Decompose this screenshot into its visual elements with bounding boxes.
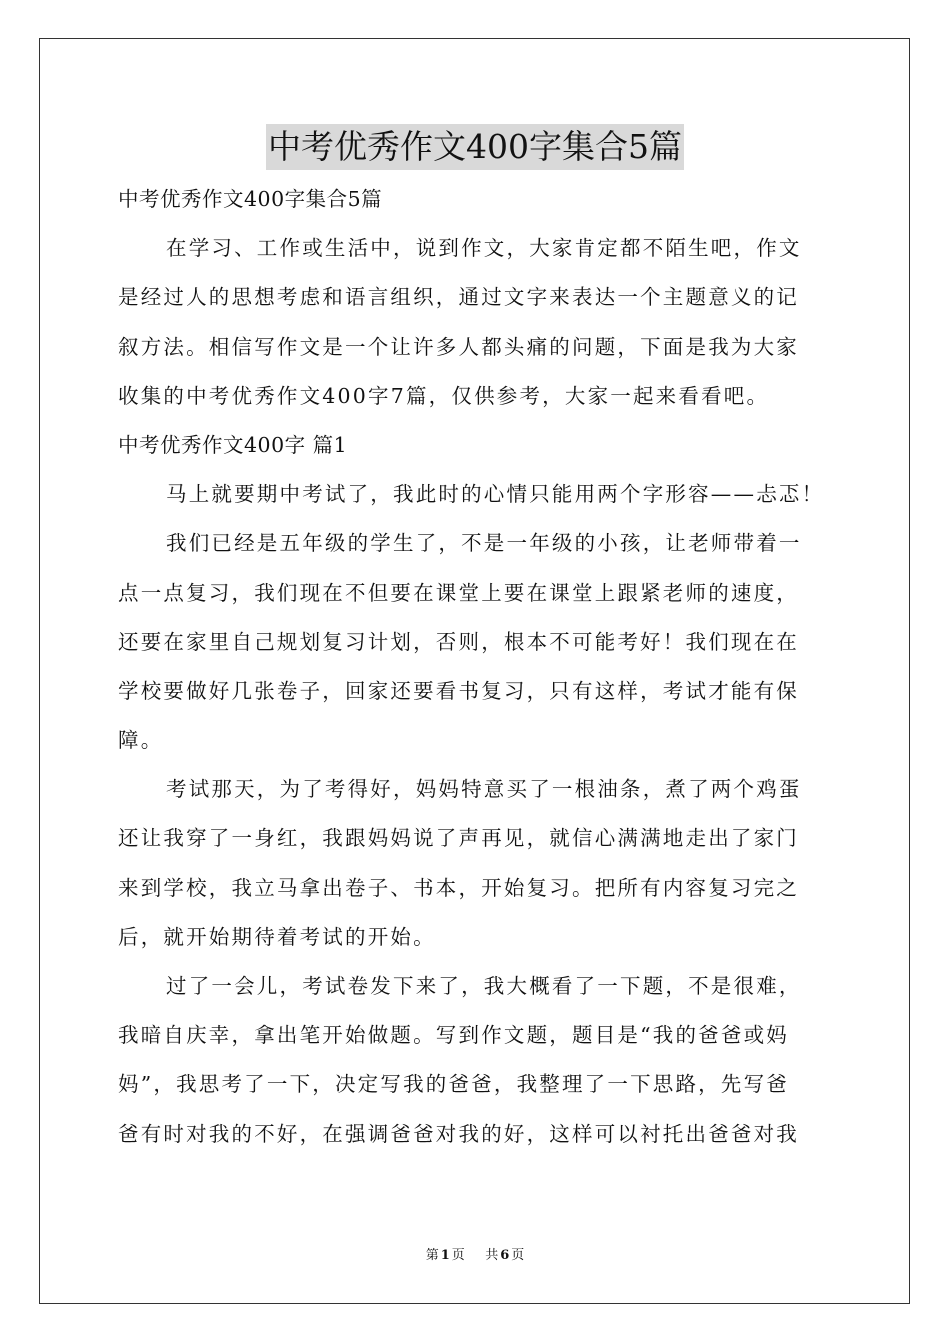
text-line: 叙方法。相信写作文是一个让许多人都头痛的问题，下面是我为大家	[118, 334, 799, 359]
page-prefix: 第	[425, 1248, 439, 1263]
page-number: 1	[440, 1248, 450, 1263]
text-line: 收集的中考优秀作文400字7篇，仅供参考，大家一起来看看吧。	[118, 383, 770, 408]
text-line: 还让我穿了一身红，我跟妈妈说了声再见，就信心满满地走出了家门	[118, 826, 799, 851]
text-line: 还要在家里自己规划复习计划，否则，根本不可能考好！我们现在在	[118, 629, 799, 654]
text-line: 后，就开始期待着考试的开始。	[118, 924, 436, 949]
text-line: 是经过人的思想考虑和语言组织，通过文字来表达一个主题意义的记	[118, 285, 799, 310]
page-footer	[0, 1247, 950, 1265]
total-pages: 6	[500, 1248, 510, 1263]
page-indicator	[424, 1248, 467, 1263]
page-suffix: 页	[451, 1248, 465, 1263]
text-line: 爸有时对我的不好，在强调爸爸对我的好，这样可以衬托出爸爸对我	[118, 1121, 799, 1146]
text-line: 点一点复习，我们现在不但要在课堂上要在课堂上跟紧老师的速度，	[118, 580, 799, 605]
document-title: 中考优秀作文400字集合5篇	[266, 124, 684, 170]
section-heading: 中考优秀作文400字 篇1	[118, 432, 348, 457]
section-heading: 中考优秀作文400字集合5篇	[118, 187, 383, 211]
text-line: 马上就要期中考试了，我此时的心情只能用两个字形容——忐忑！	[166, 482, 825, 507]
text-line: 考试那天，为了考得好，妈妈特意买了一根油条，煮了两个鸡蛋	[166, 777, 802, 802]
text-line: 过了一会儿，考试卷发下来了，我大概看了一下题，不是很难，	[166, 974, 802, 998]
text-line: 我们已经是五年级的学生了，不是一年级的小孩，让老师带着一	[166, 531, 802, 556]
text-line: 我暗自庆幸，拿出笔开始做题。写到作文题，题目是“我的爸爸或妈	[118, 1023, 789, 1048]
total-prefix: 共	[485, 1248, 499, 1263]
text-line: 来到学校，我立马拿出卷子、书本，开始复习。把所有内容复习完之	[118, 875, 799, 900]
document-body	[118, 175, 838, 1159]
total-suffix: 页	[511, 1248, 525, 1263]
text-line: 妈”，我思考了一下，决定写我的爸爸，我整理了一下思路，先写爸	[118, 1072, 789, 1097]
text-line: 学校要做好几张卷子，回家还要看书复习，只有这样，考试才能有保	[118, 678, 799, 703]
title-area	[0, 124, 950, 170]
text-line: 障。	[118, 728, 164, 753]
total-indicator	[483, 1248, 526, 1263]
text-line: 在学习、工作或生活中，说到作文，大家肯定都不陌生吧，作文	[166, 236, 802, 261]
